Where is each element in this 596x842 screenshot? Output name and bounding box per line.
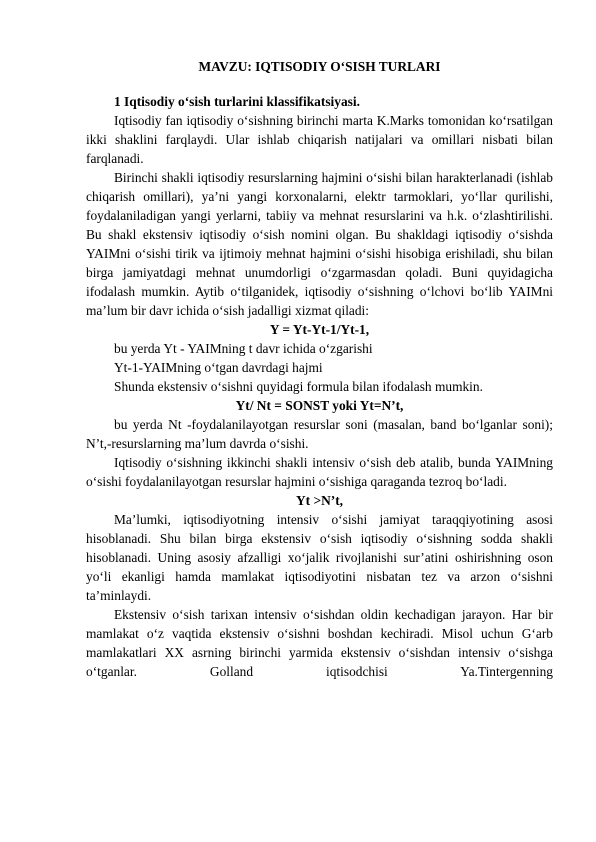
page-title: MAVZU: IQTISODIY O‘SISH TURLARI — [198, 59, 441, 74]
paragraph-5: Ma’lumki, iqtisodiyotning intensiv o‘sishi jamiyat taraqqiyotining asosi hisoblanadi. Shu bilan birga ekstensiv o‘sish iqtisodiy o‘sishning sodda shakli hisoblanadi. Uning asosiy afzalligi xo‘jalik rivojlanishi sur’atini oshirishning oson yo‘li ekanligi hamda mamlakat iqtisodiyotini nisbatan tez va arzon o‘sishni ta’minlaydi. — [86, 512, 553, 603]
formula-2: Yt/ Nt = SONST yoki Yt=N’t, — [235, 398, 404, 413]
paragraph-2: Birinchi shakli iqtisodiy resurslarning hajmini o‘sishi bilan harakterlanadi (ishlab chiqarish omillari), ya’ni yangi korxonalarni, elektr tarmoklari, yo‘llar qurilishi, foydalaniladigan yangi yerlarni, tabiiy va mehnat resurslarini va h.k. o‘zlashtirilishi. Bu shakl ekstensiv iqtisodiy o‘sish nomini olgan. Bu shakldagi iqtisodiy o‘sishda YAIMni o‘sishi tirik va ijtimoiy mehnat hajmini o‘sishi hisobiga erishiladi, shu bilan birga jamiyatdagi mehnat unumdorligi o‘zgarmasdan qoladi. Buni quyidagicha ifodalash mumkin. Aytib o‘tilganidek, iqtisodiy o‘sishning o‘lchovi bo‘lib YAIMni ma’lum bir davr ichida o‘sish jadalligi xizmat qiladi: — [86, 170, 553, 318]
paragraph-3: bu yerda Nt -foydalanilayotgan resurslar soni (masalan, band bo‘lganlar soni); N’t,-resurslarning ma’lum davrda o‘sishi. — [86, 417, 553, 451]
paragraph-6: Ekstensiv o‘sish tarixan intensiv o‘sishdan oldin kechadigan jarayon. Har bir mamlakat o‘z vaqtida ekstensiv o‘sishni boshdan kechiradi. Misol uchun G‘arb mamlakatlari XX asrning birinchi yarmida ekstensiv o‘sishdan intensiv o‘sishga o‘tganlar. Golland iqtisodchisi Ya.Tintergenning — [86, 607, 553, 679]
section-heading: 1 Iqtisodiy o‘sish turlarini klassifikatsiyasi. — [114, 94, 360, 109]
formula-3: Yt >N’t, — [295, 493, 344, 508]
definition-line-2: Yt-1-YAIMning o‘tgan davrdagi hajmi — [114, 360, 323, 375]
formula-1: Y = Yt-Yt-1/Yt-1, — [269, 322, 370, 337]
definition-line-3: Shunda ekstensiv o‘sishni quyidagi formula bilan ifodalash mumkin. — [114, 379, 483, 394]
paragraph-1: Iqtisodiy fan iqtisodiy o‘sishning birinchi marta K.Marks tomonidan ko‘rsatilgan ikki shaklini farqlaydi. Ular ishlab chiqarish natijalari va omillari nisbati bilan farqlanadi. — [86, 113, 553, 166]
document-page — [86, 57, 553, 681]
paragraph-4: Iqtisodiy o‘sishning ikkinchi shakli intensiv o‘sish deb atalib, bunda YAIMning o‘sishi foydalanilayotgan resurslar hajmini o‘sishiga qaraganda tezroq bo‘ladi. — [86, 455, 553, 489]
definition-line-1: bu yerda Yt - YAIMning t davr ichida o‘zgarishi — [114, 341, 373, 356]
